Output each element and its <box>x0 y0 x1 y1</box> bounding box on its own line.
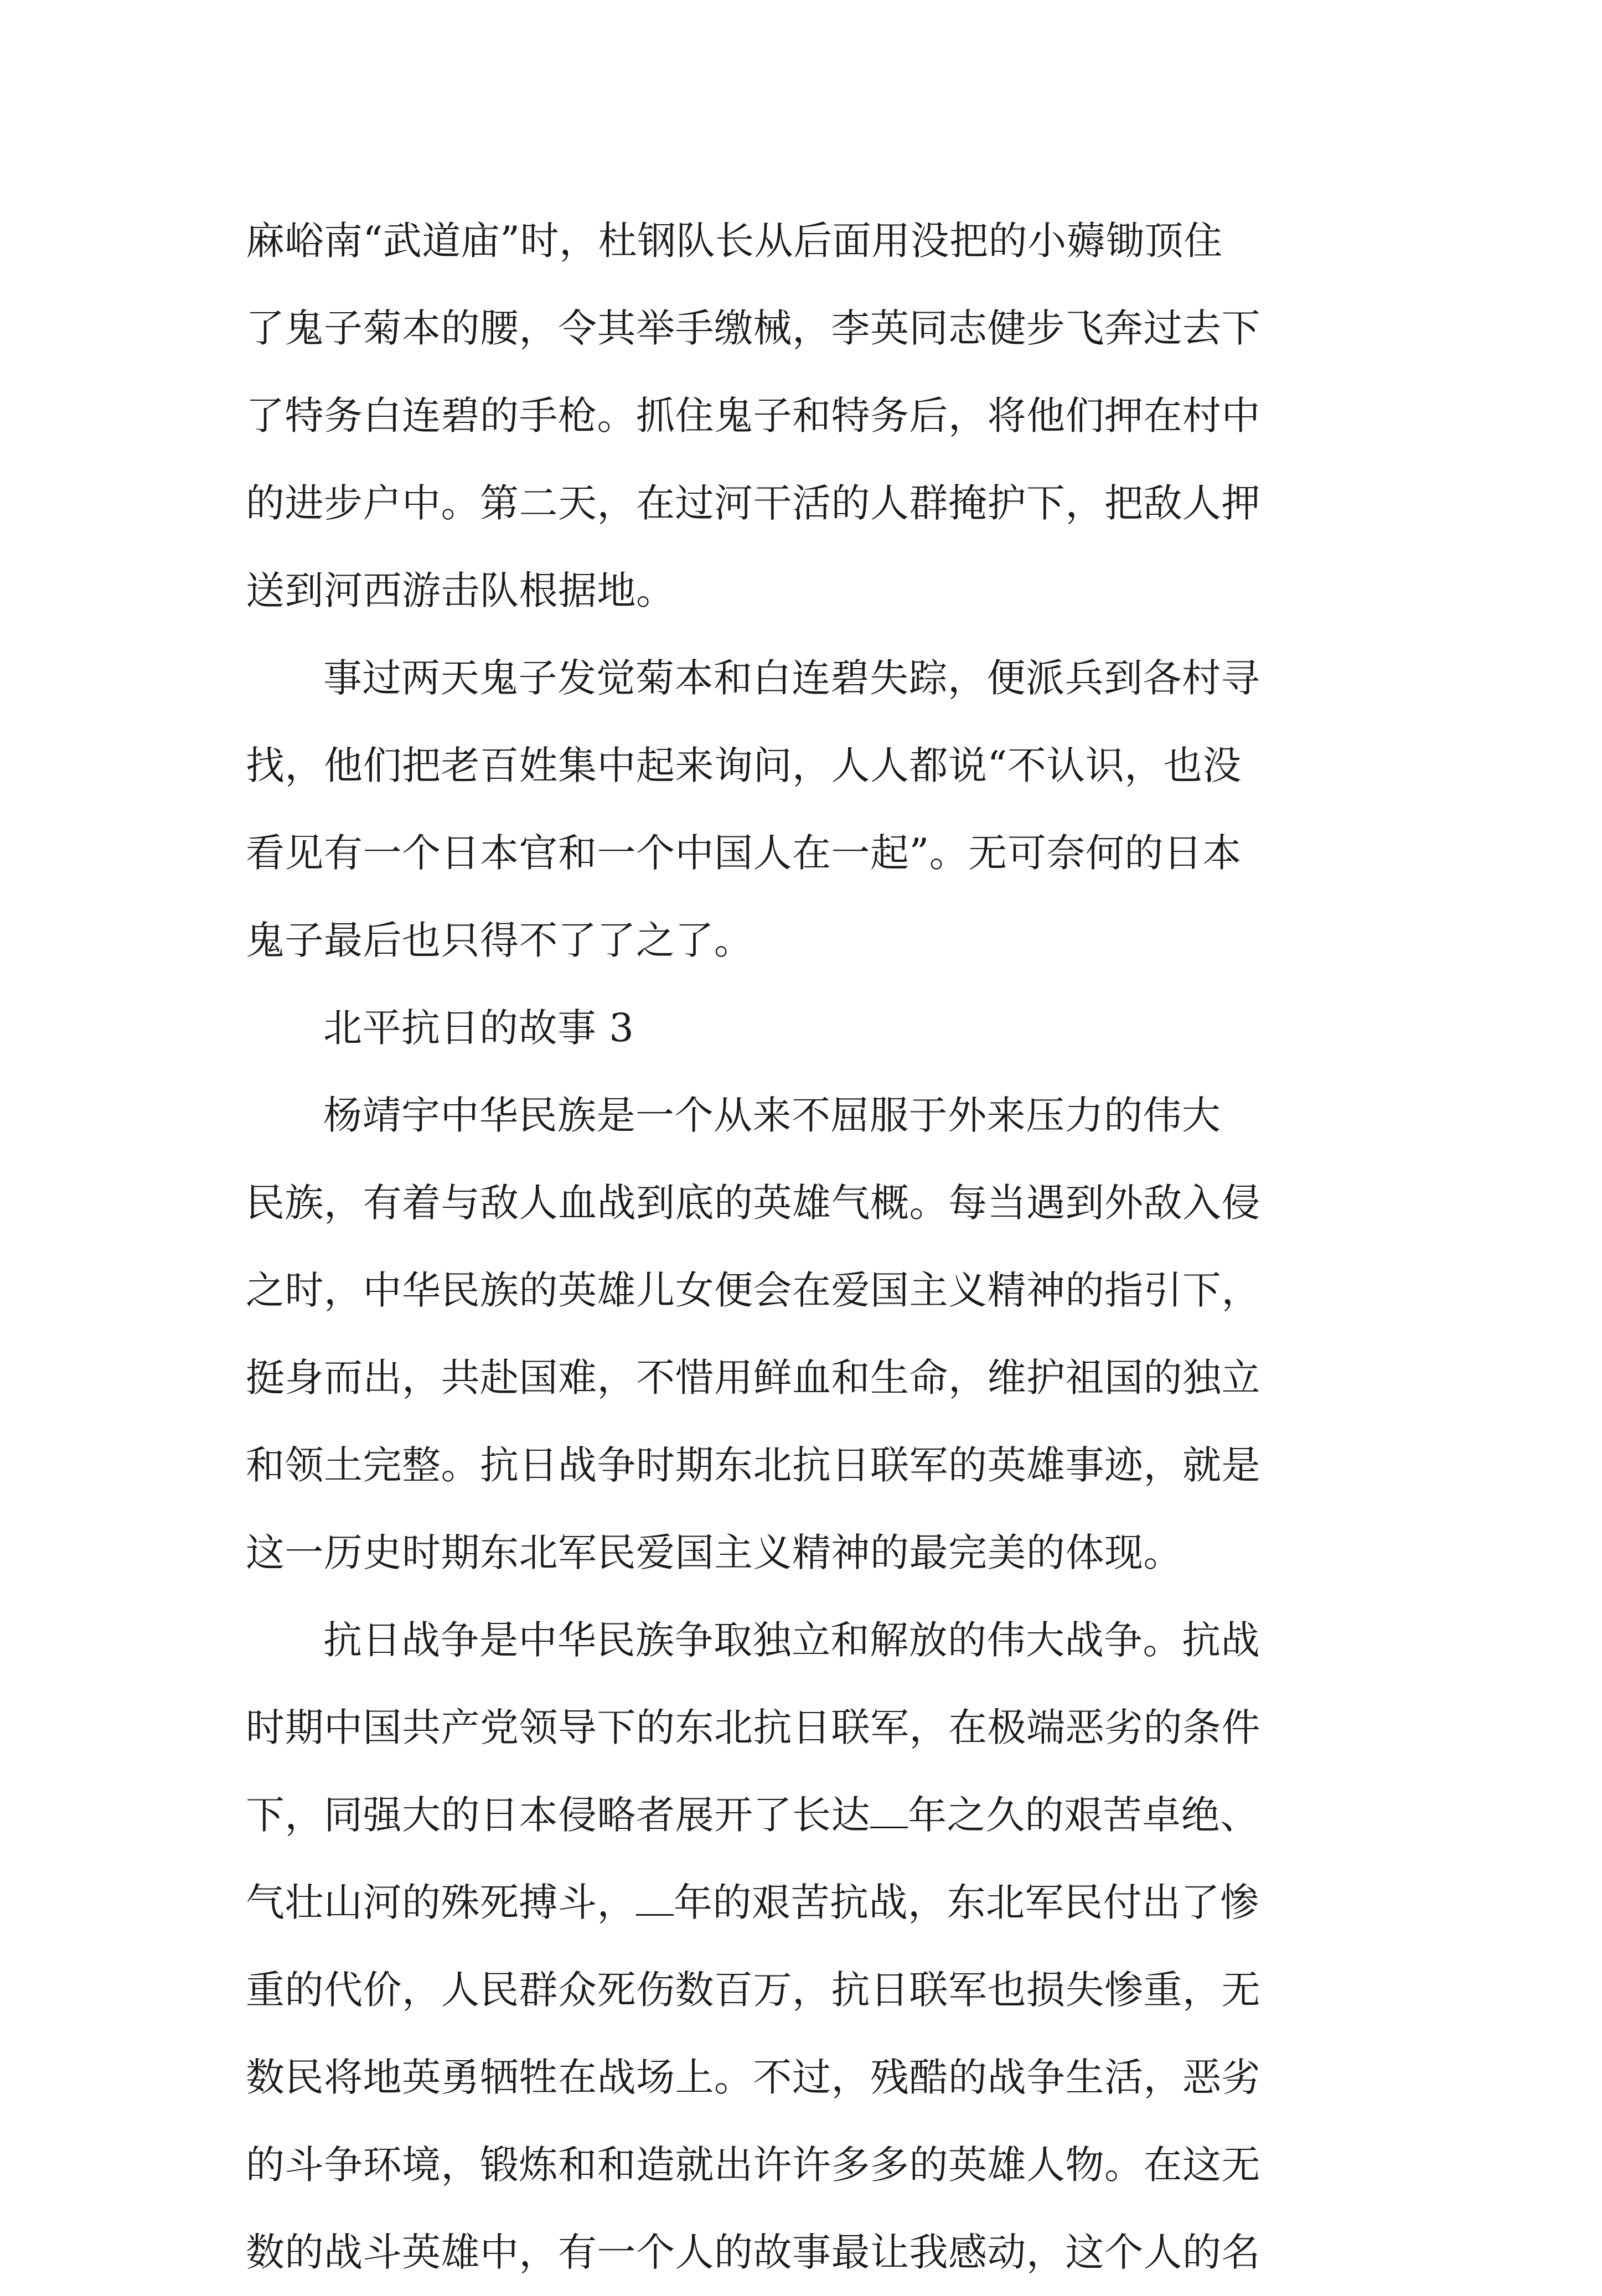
text-line: 麻峪南“武道庙”时，杜钢队长从后面用没把的小薅锄顶住 <box>246 218 1223 263</box>
text-line: 民族，有着与敌人血战到底的英雄气概。每当遇到外敌入侵 <box>246 1180 1260 1225</box>
text-line: 这一历史时期东北军民爱国主义精神的最完美的体现。 <box>246 1530 1182 1575</box>
document-body <box>246 197 1370 2296</box>
text-line <box>246 1859 1370 1946</box>
text-line: 和领土完整。抗日战争时期东北抗日联军的英雄事迹，就是 <box>246 1442 1260 1488</box>
section-heading: 北平抗日的故事 3 <box>323 1005 634 1051</box>
text-line <box>246 1771 1370 1859</box>
text-line: 抗日战争是中华民族争取独立和解放的伟大战争。抗战 <box>323 1617 1260 1663</box>
text-line: 鬼子最后也只得不了了之了。 <box>246 918 753 963</box>
text-line: 重的代价，人民群众死伤数百万，抗日联军也损失惨重，无 <box>246 1967 1260 2013</box>
text-segment: 年的艰苦抗战，东北军民付出了惨 <box>674 1880 1259 1925</box>
text-line: 送到河西游击队根据地。 <box>246 568 675 613</box>
text-line: 了鬼子菊本的腰，令其举手缴械，李英同志健步飞奔过去下 <box>246 306 1260 351</box>
text-segment: 下，同强大的日本侵略者展开了长达 <box>246 1792 870 1838</box>
text-line: 时期中国共产党领导下的东北抗日联军，在极端恶劣的条件 <box>246 1705 1260 1750</box>
fill-in-blank <box>636 1881 674 1916</box>
text-segment: 年之久的艰苦卓绝、 <box>908 1792 1259 1838</box>
text-line: 看见有一个日本官和一个中国人在一起”。无可奈何的日本 <box>246 830 1242 876</box>
text-line: 了特务白连碧的手枪。抓住鬼子和特务后，将他们押在村中 <box>246 393 1260 438</box>
text-line: 挺身而出，共赴国难，不惜用鲜血和生命，维护祖国的独立 <box>246 1355 1260 1400</box>
text-line: 数民将地英勇牺牲在战场上。不过，残酷的战争生活，恶劣 <box>246 2055 1260 2100</box>
text-line: 找，他们把老百姓集中起来询问，人人都说“不认识，也没 <box>246 743 1242 788</box>
fill-in-blank <box>870 1793 908 1828</box>
text-line: 数的战斗英雄中，有一个人的故事最让我感动，这个人的名 <box>246 2230 1260 2275</box>
text-line: 事过两天鬼子发觉菊本和白连碧失踪，便派兵到各村寻 <box>323 655 1260 701</box>
text-line: 的进步户中。第二天，在过河干活的人群掩护下，把敌人押 <box>246 480 1260 526</box>
text-line: 杨靖宇中华民族是一个从来不屈服于外来压力的伟大 <box>323 1093 1221 1138</box>
text-line: 之时，中华民族的英雄儿女便会在爱国主义精神的指引下， <box>246 1268 1260 1313</box>
text-line: 的斗争环境，锻炼和和造就出许许多多的英雄人物。在这无 <box>246 2142 1260 2188</box>
text-segment: 气壮山河的殊死搏斗， <box>246 1880 636 1925</box>
